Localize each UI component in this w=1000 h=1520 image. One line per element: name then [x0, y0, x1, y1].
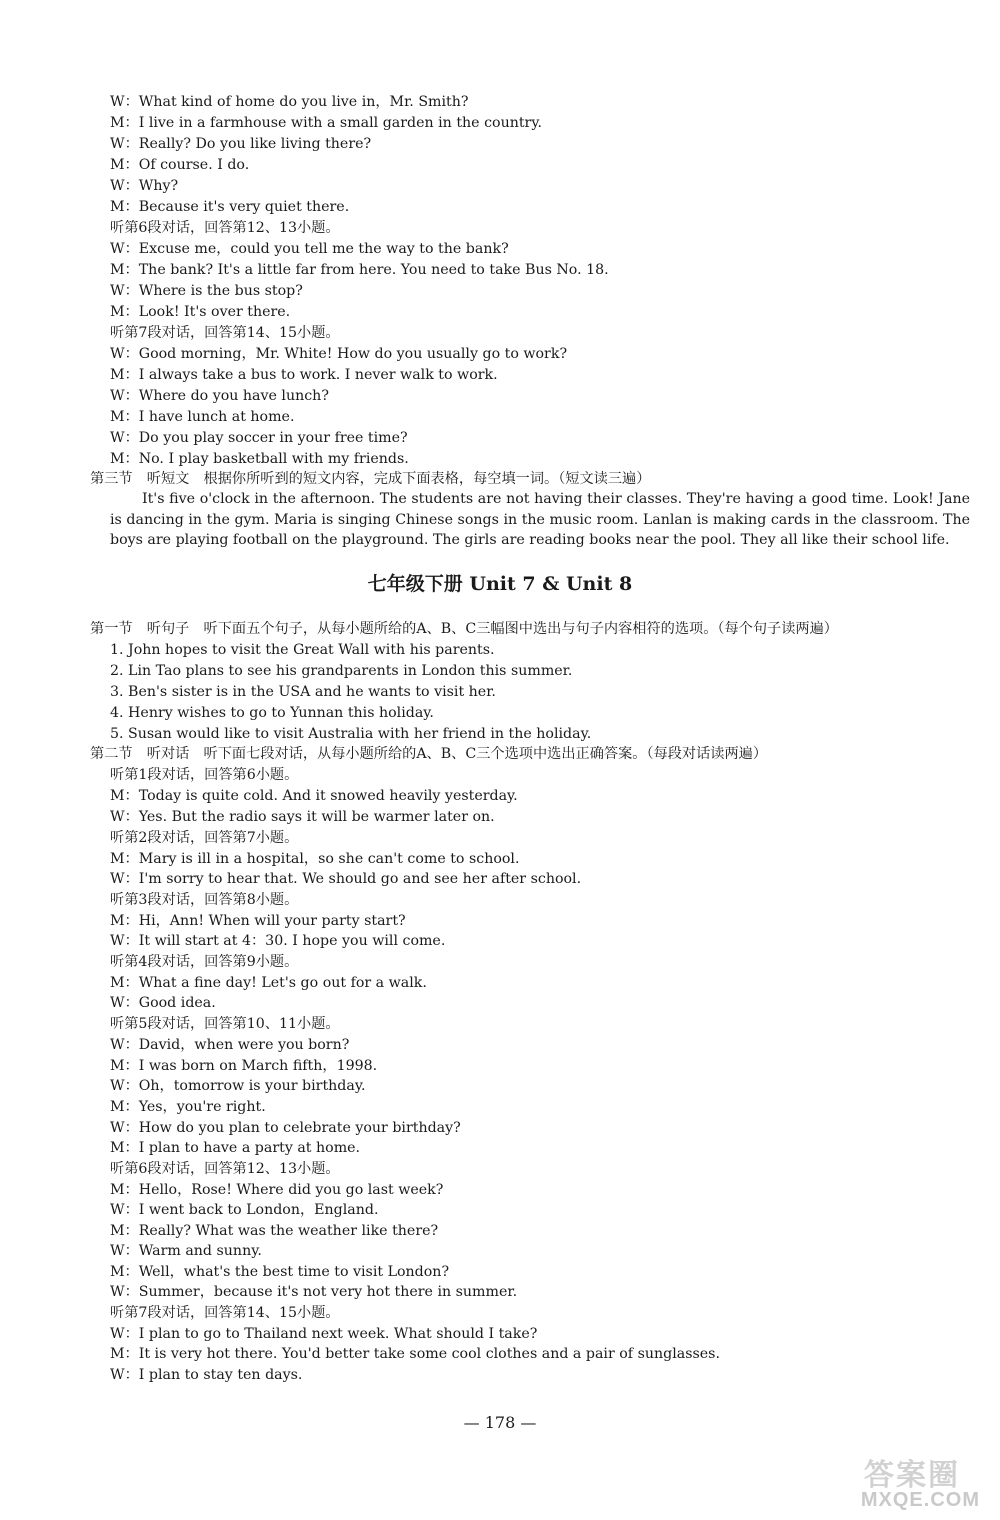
sentence-item: 2. Lin Tao plans to see his grandparents in London this summer. [110, 663, 573, 679]
dialogue-line: W：I'm sorry to hear that. We should go and see her after school. [110, 871, 582, 887]
dialogue-line: W：What kind of home do you live in，Mr. Smith? [110, 94, 469, 110]
dialogue-line: W：I plan to stay ten days. [110, 1367, 303, 1383]
dialogue-line: M：Of course. I do. [110, 157, 250, 173]
dialogue-line: M：Hi，Ann! When will your party start? [110, 913, 406, 929]
dialogue-line: M：The bank? It's a little far from here. You need to take Bus No. 18. [110, 262, 609, 278]
dialogue-line: M：I was born on March fifth，1998. [110, 1058, 378, 1074]
dialogue-line: W：Where do you have lunch? [110, 388, 329, 404]
dialogue-line: W：Where is the bus stop? [110, 283, 303, 299]
dialogue-line: W：Good morning，Mr. White! How do you usually go to work? [110, 346, 568, 362]
passage-paragraph: It's five o'clock in the afternoon. The students are not having their classes. They're having a good time. Look! Jane is dancing in the gym. Maria is singing Chinese songs in the music room. Lanlan is making cards in the classroom. The boys are playing football on the playground. The girls are reading books near the pool. They all like their school life. [110, 491, 970, 549]
dialogue-header: 听第4段对话，回答第9小题。 [110, 954, 299, 970]
page-number: — 178 — [463, 1413, 537, 1432]
dialogue-line: W：David，when were you born? [110, 1037, 350, 1053]
dialogue-line: M：Today is quite cold. And it snowed heavily yesterday. [110, 788, 518, 804]
dialogue-line: M：Because it's very quiet there. [110, 199, 350, 215]
sentence-item: 3. Ben's sister is in the USA and he wants to visit her. [110, 684, 496, 700]
dialogue-line: M：I live in a farmhouse with a small garden in the country. [110, 115, 542, 131]
dialogue-header: 听第5段对话，回答第10、11小题。 [110, 1016, 340, 1032]
dialogue-line: M：It is very hot there. You'd better take some cool clothes and a pair of sunglasses. [110, 1346, 720, 1362]
dialogue-line: M：Well，what's the best time to visit London? [110, 1264, 450, 1280]
dialogue-line: M：Mary is ill in a hospital，so she can't come to school. [110, 851, 520, 867]
sentence-item: 1. John hopes to visit the Great Wall with his parents. [110, 642, 495, 658]
watermark-logo-text: 答案圈 [864, 1459, 960, 1492]
section-title: 第三节 听短文 根据你所听到的短文内容，完成下面表格，每空填一词。（短文读三遍） [90, 471, 651, 487]
dialogue-line: M：Look! It's over there. [110, 304, 291, 320]
dialogue-line: W：Really? Do you like living there? [110, 136, 372, 152]
dialogue-header: 听第2段对话，回答第7小题。 [110, 830, 299, 846]
dialogue-line: W：I plan to go to Thailand next week. What should I take? [110, 1326, 538, 1342]
dialogue-line: W：Oh，tomorrow is your birthday. [110, 1078, 366, 1094]
dialogue-line: M：Hello，Rose! Where did you go last week? [110, 1182, 444, 1198]
dialogue-line: W：I went back to London，England. [110, 1202, 379, 1218]
dialogue-header: 听第3段对话，回答第8小题。 [110, 892, 299, 908]
dialogue-line: W：It will start at 4：30. I hope you will come. [110, 933, 446, 949]
dialogue-line: W：Good idea. [110, 995, 216, 1011]
dialogue-line: M：I have lunch at home. [110, 409, 295, 425]
dialogue-line: W：Excuse me，could you tell me the way to the bank? [110, 241, 509, 257]
watermark-site-text: MXQE.COM [860, 1489, 980, 1511]
sentence-item: 4. Henry wishes to go to Yunnan this holiday. [110, 705, 434, 721]
dialogue-line: W：Do you play soccer in your free time? [110, 430, 408, 446]
dialogue-line: M：I plan to have a party at home. [110, 1140, 361, 1156]
dialogue-line: M：I always take a bus to work. I never walk to work. [110, 367, 498, 383]
watermark-logo [780, 1450, 980, 1512]
dialogue-line: M：No. I play basketball with my friends. [110, 451, 409, 467]
dialogue-line: W：Why? [110, 178, 179, 194]
dialogue-header: 听第6段对话，回答第12、13小题。 [110, 220, 340, 236]
dialogue-line: W：How do you plan to celebrate your birthday? [110, 1120, 461, 1136]
dialogue-line: W：Warm and sunny. [110, 1243, 262, 1259]
sentence-item: 5. Susan would like to visit Australia with her friend in the holiday. [110, 726, 592, 742]
dialogue-line: M：Really? What was the weather like there? [110, 1223, 439, 1239]
dialogue-header: 听第7段对话，回答第14、15小题。 [110, 325, 340, 341]
dialogue-line: W：Yes. But the radio says it will be warmer later on. [110, 809, 495, 825]
dialogue-header: 听第1段对话，回答第6小题。 [110, 767, 299, 783]
dialogue-line: M：What a fine day! Let's go out for a walk. [110, 975, 427, 991]
dialogue-line: W：Summer，because it's not very hot there in summer. [110, 1284, 518, 1300]
dialogue-line: M：Yes，you're right. [110, 1099, 266, 1115]
dialogue-header: 听第6段对话，回答第12、13小题。 [110, 1161, 340, 1177]
section-title: 第二节 听对话 听下面七段对话，从每小题所给的A、B、C三个选项中选出正确答案。（每段对话读两遍） [90, 746, 768, 762]
dialogue-header: 听第7段对话，回答第14、15小题。 [110, 1305, 340, 1321]
section-title: 第一节 听句子 听下面五个句子，从每小题所给的A、B、C三幅图中选出与句子内容相符的选项。（每个句子读两遍） [90, 621, 838, 637]
unit-heading: 七年级下册 Unit 7 & Unit 8 [367, 573, 633, 595]
